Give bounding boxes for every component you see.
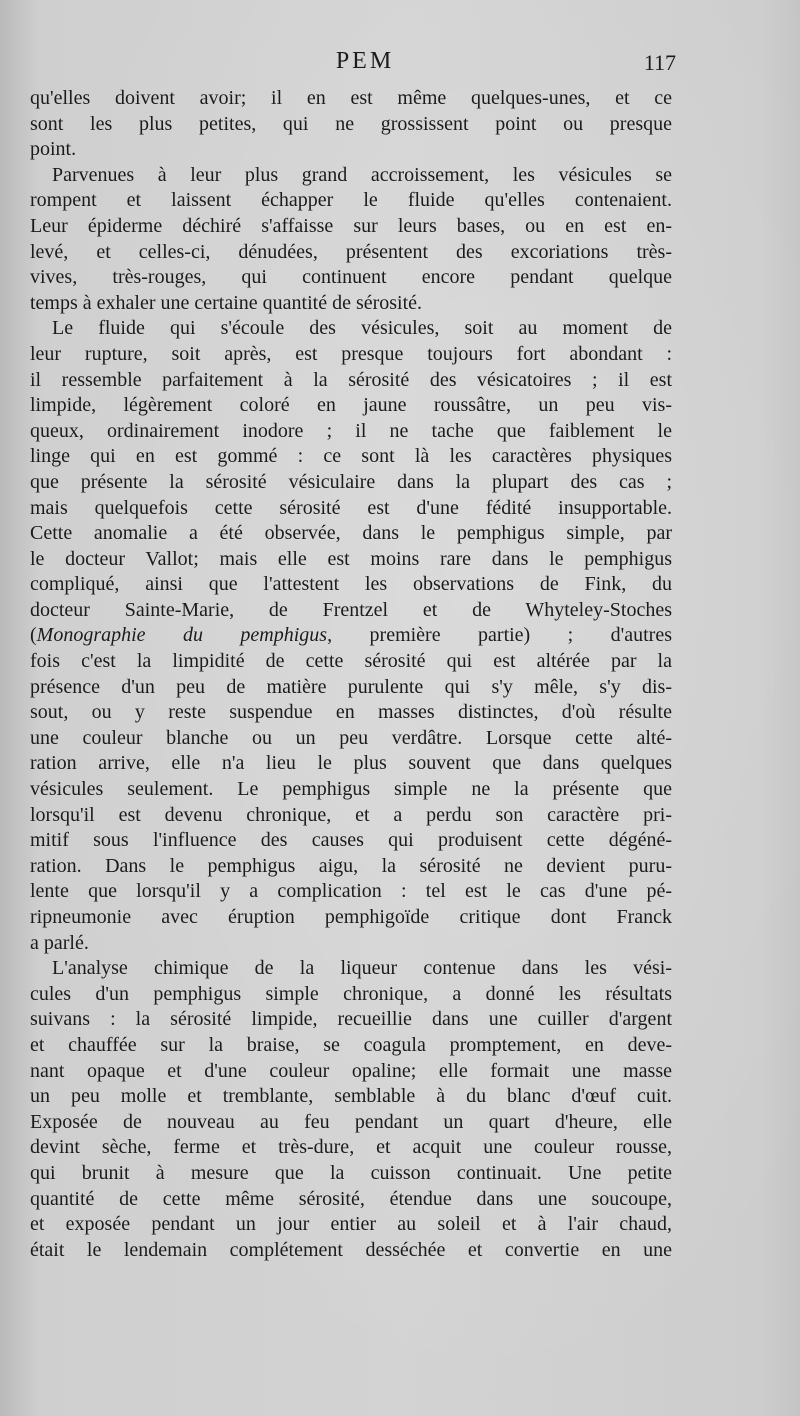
text-line: était le lendemain complétement desséchée et convertie en une (30, 1238, 672, 1261)
text-line: queux, ordinairement inodore ; il ne tache que faiblement le (30, 419, 672, 442)
text-line: fois c'est la limpidité de cette sérosité qui est altérée par la (30, 650, 672, 673)
text-line: ripneumonie avec éruption pemphigoïde critique dont Franck (30, 906, 672, 928)
paragraph-start-line: Le fluide qui s'écoule des vésicules, soit au moment de (52, 317, 672, 340)
book-title-italic: Monographie du pemphigus (36, 624, 328, 647)
text-line: sont les plus petites, qui ne grossissent point ou presque (30, 112, 672, 135)
page-header (54, 46, 676, 76)
text-line: mais quelquefois cette sérosité est d'une fédité insupportable. (30, 496, 672, 519)
text-line: et chauffée sur la braise, se coagula promptement, en deve- (30, 1033, 672, 1056)
text-line: que présente la sérosité vésiculaire dans la plupart des cas ; (30, 470, 672, 493)
text-line: suivans : la sérosité limpide, recueillie dans une cuiller d'argent (30, 1008, 672, 1031)
text-line: compliqué, ainsi que l'attestent les observations de Fink, du (30, 573, 672, 596)
text-line: et exposée pendant un jour entier au soleil et à l'air chaud, (30, 1213, 672, 1236)
text-line: lente que lorsqu'il y a complication : tel est le cas d'une pé- (30, 880, 672, 903)
text-line: devint sèche, ferme et très-dure, et acquit une couleur rousse, (30, 1136, 672, 1159)
text-line: qu'elles doivent avoir; il en est même quelques-unes, et ce (30, 87, 672, 109)
text-line: Cette anomalie a été observée, dans le pemphigus simple, par (30, 522, 672, 545)
text-line: docteur Sainte-Marie, de Frentzel et de Whyteley-Stoches (30, 598, 672, 621)
text-line: a parlé. (30, 931, 89, 954)
text-line: leur rupture, soit après, est presque toujours fort abondant : (30, 342, 672, 365)
text-line: ration arrive, elle n'a lieu le plus souvent que dans quelques (30, 752, 672, 775)
text-line: il ressemble parfaitement à la sérosité des vésicatoires ; il est (30, 368, 672, 391)
text-line: le docteur Vallot; mais elle est moins rare dans le pemphigus (30, 547, 672, 570)
text-line: Leur épiderme déchiré s'affaisse sur leurs bases, ou en est en- (30, 214, 672, 237)
text-line: rompent et laissent échapper le fluide qu'elles contenaient. (30, 189, 672, 212)
text-line: qui brunit à mesure que la cuisson continuait. Une petite (30, 1161, 672, 1184)
text-line: (Monographie du pemphigus, première partie) ; d'autres (30, 624, 672, 647)
text-line: Exposée de nouveau au feu pendant un quart d'heure, elle (30, 1110, 672, 1133)
text-line: temps à exhaler une certaine quantité de sérosité. (30, 291, 423, 314)
text-line: présence d'un peu de matière purulente qui s'y mêle, s'y dis- (30, 675, 672, 698)
page-number: 117 (643, 50, 676, 75)
text-line: point. (30, 138, 77, 161)
text-line: une couleur blanche ou un peu verdâtre. Lorsque cette alté- (30, 726, 672, 749)
text-line: cules d'un pemphigus simple chronique, a donné les résultats (30, 982, 672, 1005)
text-line: lorsqu'il est devenu chronique, et a perdu son caractère pri- (30, 803, 672, 826)
text-line: linge qui en est gommé : ce sont là les caractères physiques (30, 445, 672, 468)
running-head: PEM (335, 48, 395, 74)
text-line: sout, ou y reste suspendue en masses distinctes, d'où résulte (30, 701, 672, 724)
text-line: limpide, légèrement coloré en jaune roussâtre, un peu vis- (30, 394, 672, 417)
text-line: quantité de cette même sérosité, étendue dans une soucoupe, (30, 1187, 672, 1210)
text-line: vésicules seulement. Le pemphigus simple ne la présente que (30, 778, 672, 801)
text-line: nant opaque et d'une couleur opaline; elle formait une masse (30, 1059, 672, 1082)
paragraph-start-line: L'analyse chimique de la liqueur contenue dans les vési- (52, 957, 672, 980)
text-line: vives, très-rouges, qui continuent encore pendant quelque (30, 266, 672, 289)
text-line: un peu molle et tremblante, semblable à du blanc d'œuf cuit. (30, 1085, 672, 1108)
paragraph-start-line: Parvenues à leur plus grand accroissement, les vésicules se (52, 163, 672, 186)
text-line: levé, et celles-ci, dénudées, présentent des excoriations très- (30, 240, 672, 263)
text-line: ration. Dans le pemphigus aigu, la sérosité ne devient puru- (30, 854, 672, 877)
text-line: mitif sous l'influence des causes qui produisent cette dégéné- (30, 829, 672, 852)
body-text (30, 86, 672, 1263)
